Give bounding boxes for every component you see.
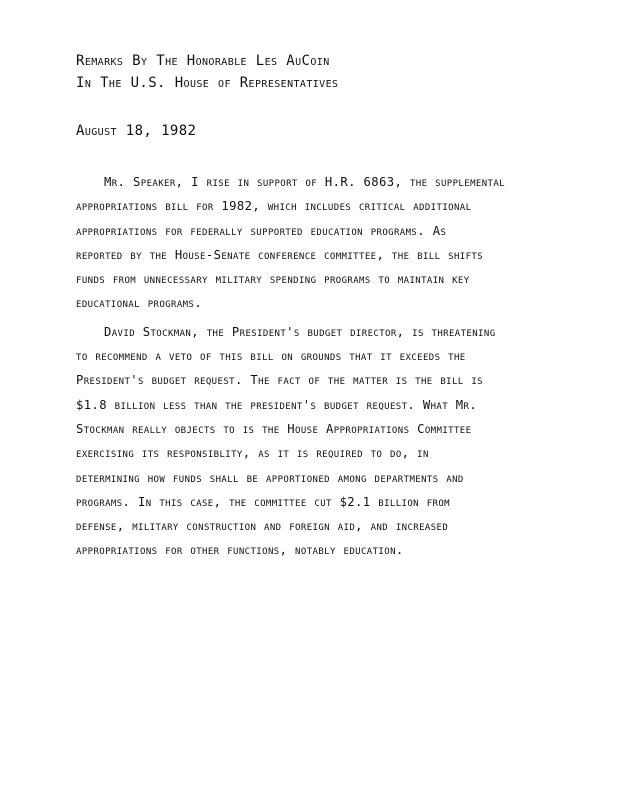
text-line: appropriations for other functions, notably education. <box>76 543 404 558</box>
document-body <box>76 170 566 567</box>
heading-speaker-line: Remarks By The Honorable Les AuCoin <box>76 53 330 69</box>
text-line: appropriations bill for 1982, which includes critical additional <box>76 199 472 214</box>
text-line: exercising its responsiblity, as it is required to do, in <box>76 446 429 461</box>
paragraph-2 <box>76 320 566 563</box>
text-line: appropriations for federally supported education programs. As <box>76 223 447 238</box>
text-line: President's budget request. The fact of the matter is the bill is <box>76 373 483 388</box>
text-line: David Stockman, the President's budget director, is threatening <box>104 324 496 339</box>
text-line: determining how funds shall be apportioned among departments and <box>76 470 464 485</box>
text-line: defense, military construction and foreign aid, and increased <box>76 519 449 534</box>
text-line: educational programs. <box>76 296 203 311</box>
heading-venue-line: In The U.S. House of Representatives <box>76 75 339 91</box>
document-heading <box>76 50 338 94</box>
text-line: $1.8 billion less than the president's budget request. What Mr. <box>76 397 478 412</box>
paragraph-1 <box>76 170 566 316</box>
text-line: programs. In this case, the committee cut $2.1 billion from <box>76 494 450 509</box>
document-date: August 18, 1982 <box>76 123 197 139</box>
text-line: Stockman really objects to is the House Appropriations Committee <box>76 421 472 436</box>
text-line: Mr. Speaker, I rise in support of H.R. 6863, the supplemental <box>104 175 505 189</box>
text-line: reported by the House-Senate conference committee, the bill shifts <box>76 247 484 262</box>
text-line: funds from unnecessary military spending programs to maintain key <box>76 272 470 287</box>
text-line: to recommend a veto of this bill on grounds that it exceeds the <box>76 349 466 364</box>
